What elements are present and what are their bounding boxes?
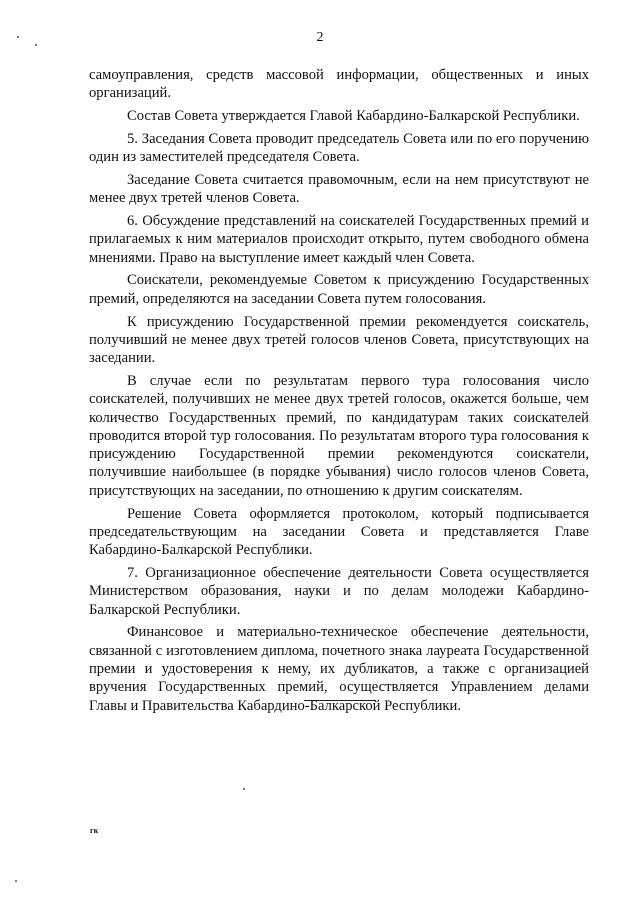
- document-body: [89, 66, 589, 719]
- scan-speck: [35, 44, 37, 46]
- paragraph-item-6: 6. Обсуждение представлений на соискателей Государственных премий и прилагаемых к ним материалов происходит открыто, путем свободного обмена мнениями. Право на выступление имеет каждый член Совета.: [89, 213, 589, 266]
- paragraph-protocol: Решение Совета оформляется протоколом, который подписывается председательствующим на заседании Совета и представляется Главе Кабардино-Балкарской Республики.: [89, 505, 589, 559]
- paragraph-award-threshold: К присуждению Государственной премии рекомендуется соискатель, получивший не менее двух третей голосов членов Совета, присутствующих на заседании.: [89, 313, 589, 367]
- scan-speck: [17, 36, 19, 38]
- paragraph-voting: Соискатели, рекомендуемые Советом к присуждению Государственных премий, определяются на заседании Совета путем голосования.: [89, 272, 589, 307]
- scan-speck: [15, 880, 17, 882]
- paragraph-quorum: Заседание Совета считается правомочным, если на нем присутствуют не менее двух третей членов Совета.: [89, 171, 589, 207]
- paragraph-item-5: 5. Заседания Совета проводит председатель Совета или по его поручению один из заместителей председателя Совета.: [89, 130, 589, 166]
- paragraph-second-round: В случае если по результатам первого тура голосования число соискателей, получивших не менее двух третей голосов, окажется больше, чем количество Государственных премий, по кандидатурам таких соискателей проводится второй тур голосования. По результатам второго тура голосования к присуждению Государственной премии рекомендуются соискатели, получившие наибольшее (в порядке убывания) число голосов членов Совета, присутствующих на заседании, по отношению к другим соискателям.: [89, 372, 589, 499]
- paragraph-item-7: 7. Организационное обеспечение деятельности Совета осуществляется Министерством образования, науки и по делам молодежи Кабардино-Балкарской Республики.: [89, 564, 589, 618]
- paragraph-council-composition: Состав Совета утверждается Главой Кабардино-Балкарской Республики.: [127, 108, 580, 125]
- paragraph-financing: Финансовое и материально-техническое обеспечение деятельности, связанной с изготовлением диплома, почетного знака лауреата Государственной премии и удостоверения к нему, их дубликатов, а также с организацией вручения Государственных премий, осуществляется Управлением делами Главы и Правительства Кабардино-Балкарской Республики.: [89, 624, 589, 714]
- scan-speck: [243, 788, 245, 790]
- footer-initials: гк: [90, 826, 99, 835]
- paragraph-continuation: самоуправления, средств массовой информации, общественных и иных организаций.: [89, 67, 589, 102]
- page-number: 2: [316, 30, 324, 45]
- end-of-document-rule: [304, 700, 376, 701]
